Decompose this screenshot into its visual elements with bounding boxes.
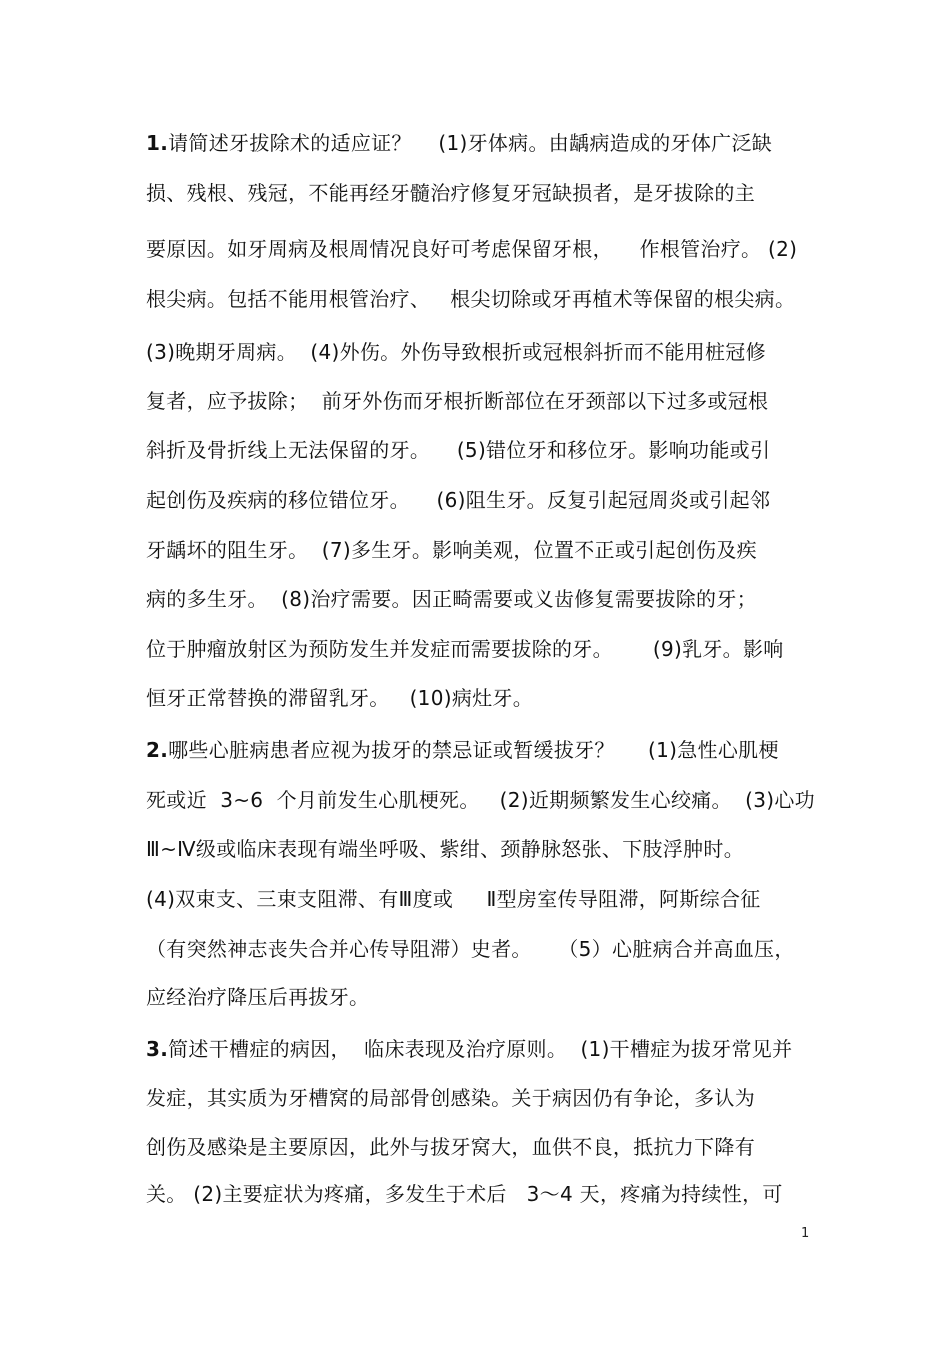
line-text: 位于肿瘤放射区为预防发生并发症而需要拔除的牙。 (9)乳牙。影响 (146, 637, 784, 661)
page-number: 1 (801, 1226, 810, 1241)
text-line (146, 340, 766, 364)
text-line (146, 587, 757, 611)
line-text: （有突然神志丧失合并心传导阻滞）史者。 （5）心脏病合并高血压， (146, 937, 795, 961)
text-line (146, 837, 744, 861)
text-line (146, 389, 768, 413)
line-text: 发症，其实质为牙槽窝的局部骨创感染。关于病因仍有争论，多认为 (146, 1086, 755, 1110)
line-text: 请简述牙拔除术的适应证？ (1)牙体病。由龋病造成的牙体广泛缺 (168, 131, 773, 155)
text-line (146, 237, 797, 261)
line-text: 斜折及骨折线上无法保留的牙。 (5)错位牙和移位牙。影响功能或引 (146, 438, 771, 462)
text-line (146, 131, 772, 155)
text-line (146, 1182, 783, 1206)
text-line (146, 1037, 792, 1061)
text-line (146, 738, 779, 762)
text-line (146, 488, 770, 512)
line-text: (4)双束支、三束支阻滞、有Ⅲ度或 Ⅱ型房室传导阻滞，阿斯综合征 (146, 887, 761, 911)
line-text: 关。 (2)主要症状为疼痛，多发生于术后 3～4 天，疼痛为持续性，可 (146, 1182, 783, 1206)
line-text: 根尖病。包括不能用根管治疗、 根尖切除或牙再植术等保留的根尖病。 (146, 287, 796, 311)
text-line (146, 1086, 755, 1110)
line-text: 起创伤及疾病的移位错位牙。 (6)阻生牙。反复引起冠周炎或引起邻 (146, 488, 771, 512)
line-text: 病的多生牙。 (8)治疗需要。因正畸需要或义齿修复需要拔除的牙； (146, 587, 757, 611)
text-line (146, 538, 757, 562)
line-text: 牙龋坏的阻生牙。 (7)多生牙。影响美观，位置不正或引起创伤及疾 (146, 538, 757, 562)
text-line (146, 1135, 755, 1159)
line-text: 创伤及感染是主要原因，此外与拔牙窝大，血供不良，抵抗力下降有 (146, 1135, 755, 1159)
text-line (146, 937, 795, 961)
line-text: 简述干槽症的病因， 临床表现及治疗原则。 (1)干槽症为拔牙常见并 (168, 1037, 793, 1061)
text-line (146, 985, 369, 1009)
text-line (146, 287, 795, 311)
text-line (146, 887, 761, 911)
line-text: 应经治疗降压后再拔牙。 (146, 985, 370, 1009)
line-text: 要原因。如牙周病及根周情况良好可考虑保留牙根， 作根管治疗。 (2) (146, 237, 798, 261)
text-line (146, 438, 770, 462)
line-text: 损、残根、残冠，不能再经牙髓治疗修复牙冠缺损者，是牙拔除的主 (146, 181, 755, 205)
text-line (146, 181, 755, 205)
line-text: 复者，应予拔除； 前牙外伤而牙根折断部位在牙颈部以下过多或冠根 (146, 389, 769, 413)
question-number: 3. (146, 1037, 169, 1061)
text-line (146, 637, 784, 661)
line-text: 死或近 3~6 个月前发生心肌梗死。 (2)近期频繁发生心绞痛。 (3)心功 (146, 788, 815, 812)
text-line (146, 686, 533, 710)
question-number: 1. (146, 131, 169, 155)
line-text: 哪些心脏病患者应视为拔牙的禁忌证或暂缓拔牙？ (1)急性心肌梗 (168, 738, 779, 762)
line-text: (3)晚期牙周病。 (4)外伤。外伤导致根折或冠根斜折而不能用桩冠修 (146, 340, 766, 364)
line-text: Ⅲ~Ⅳ级或临床表现有端坐呼吸、紫绀、颈静脉怒张、下肢浮肿时。 (146, 837, 745, 861)
line-text: 恒牙正常替换的滞留乳牙。 (10)病灶牙。 (146, 686, 534, 710)
text-line (146, 788, 815, 812)
question-number: 2. (146, 738, 169, 762)
